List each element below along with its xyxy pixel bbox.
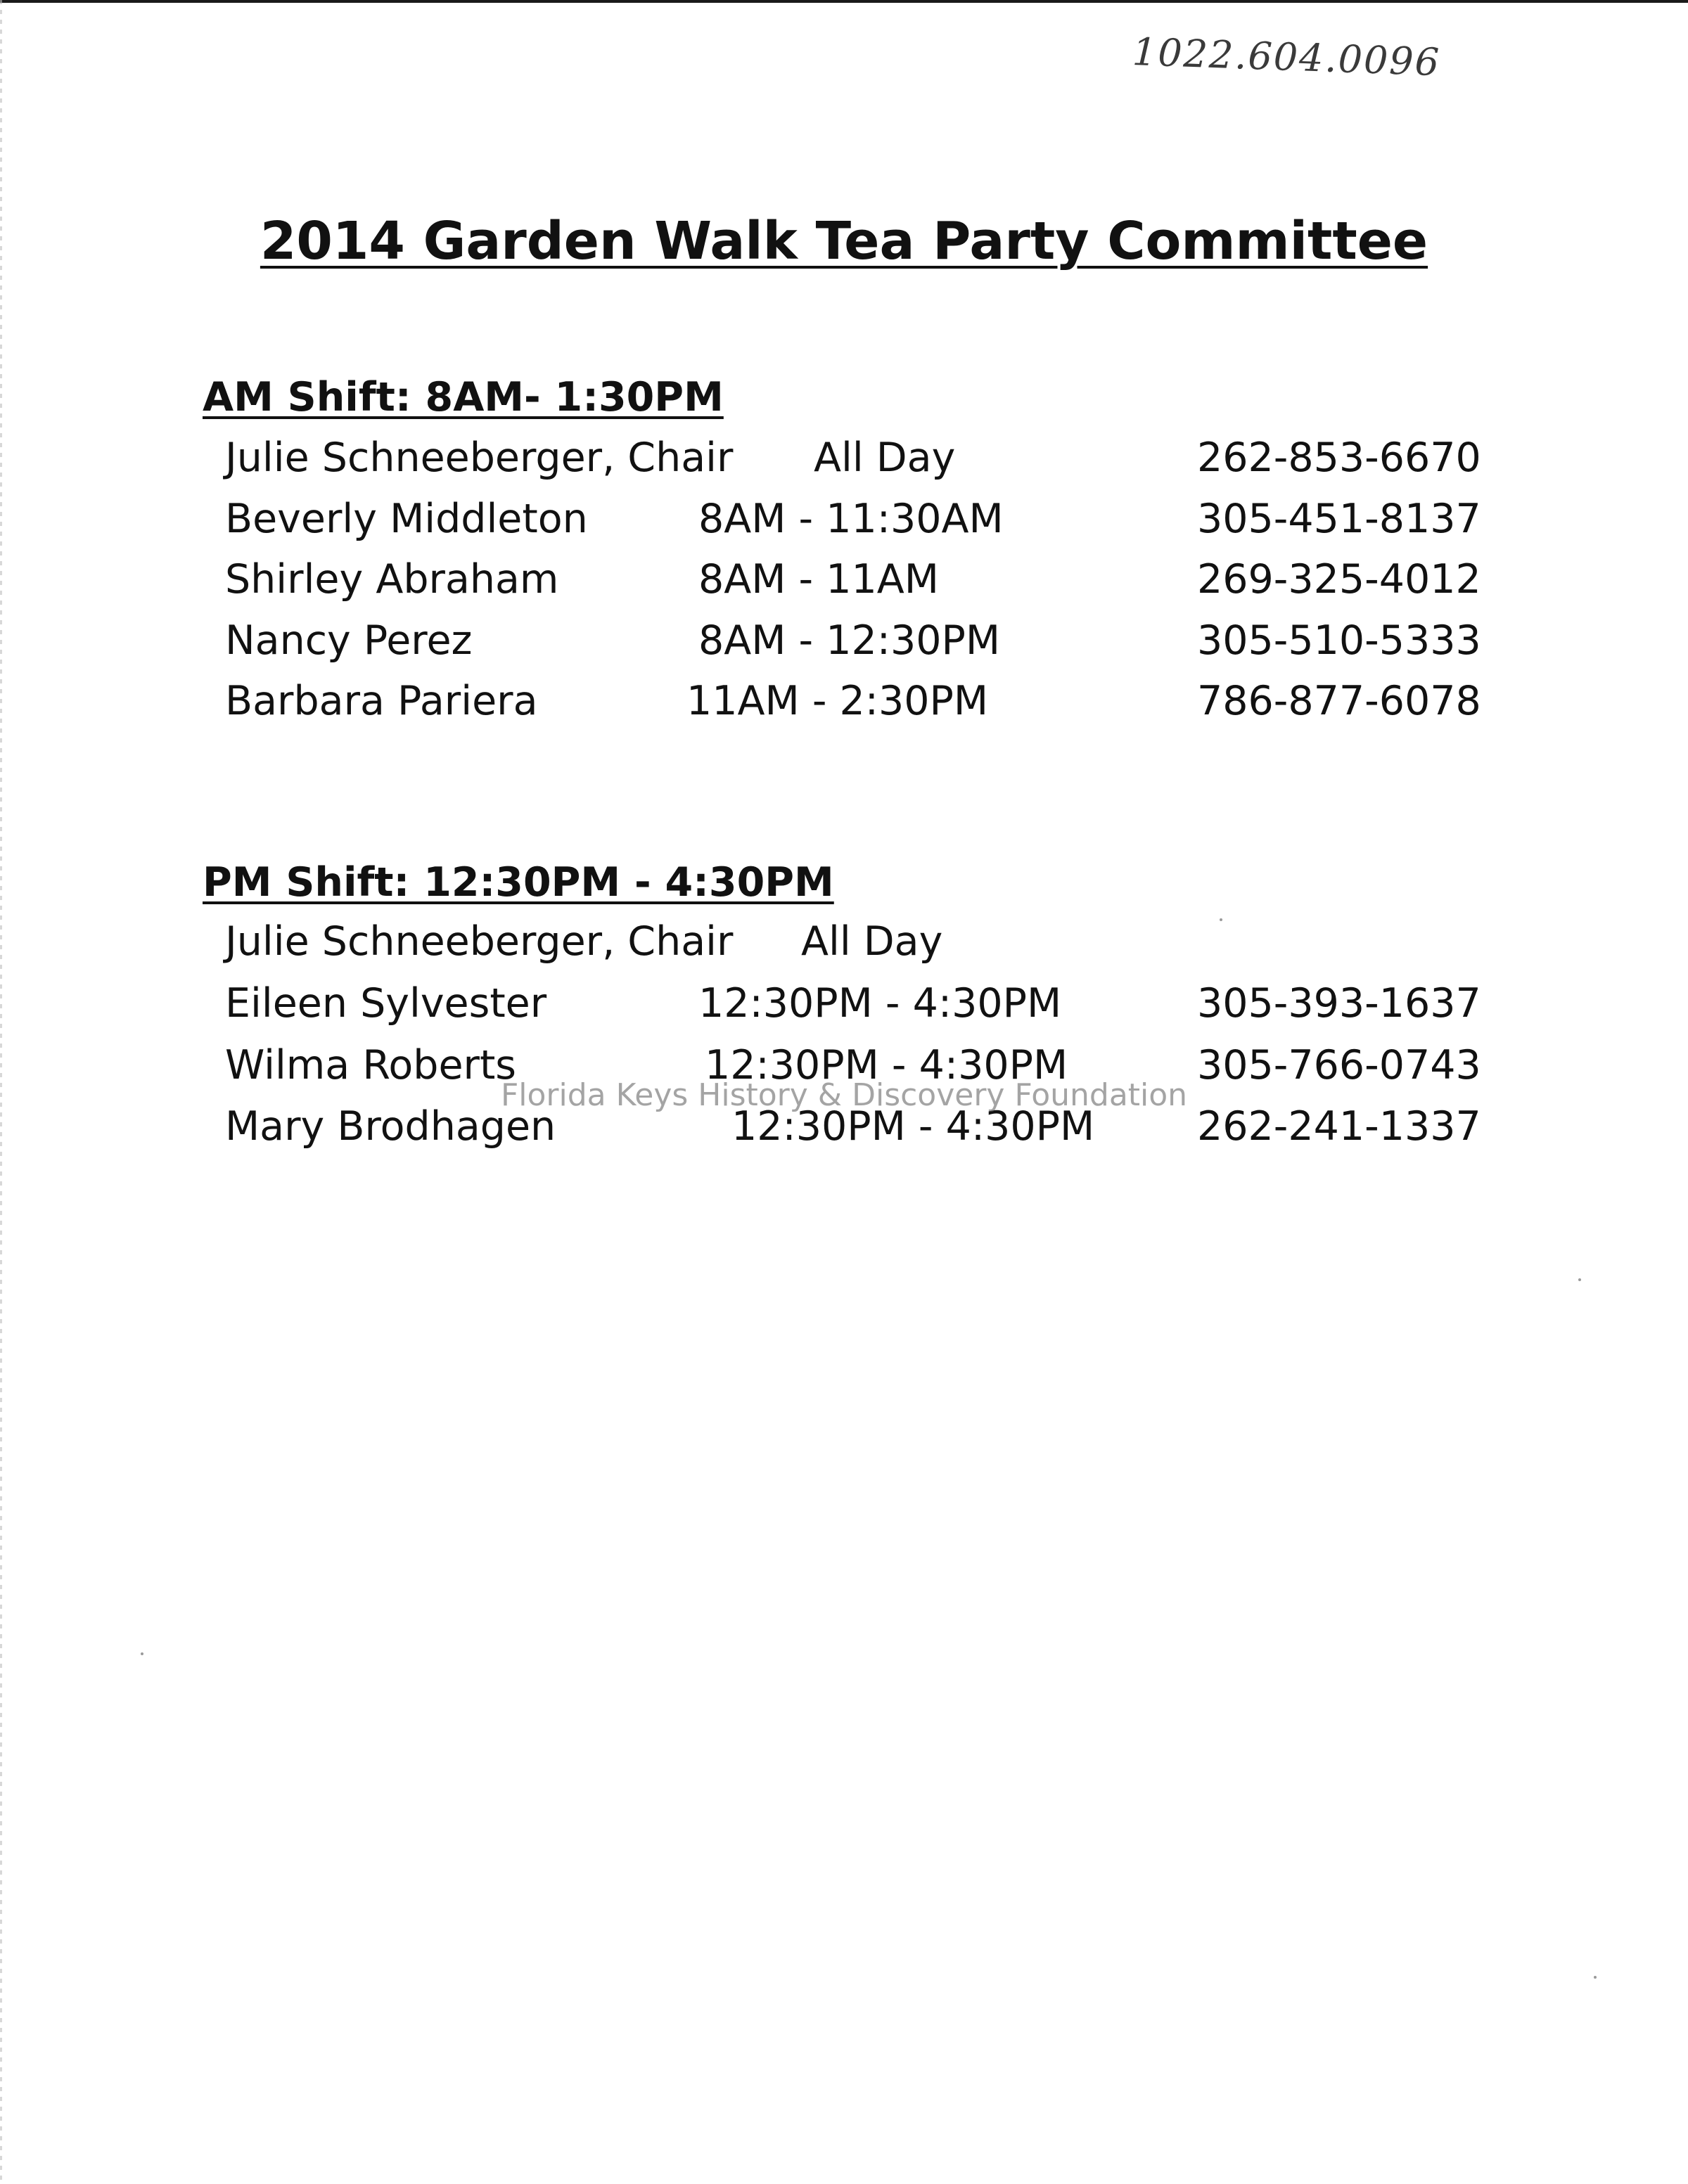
phone-number: 305-510-5333 — [1197, 617, 1481, 664]
volunteer-name: Wilma Roberts — [225, 1042, 517, 1088]
volunteer-name: Shirley Abraham — [225, 556, 559, 603]
shift-time: 8AM - 11AM — [698, 556, 939, 603]
am-shift-row — [0, 435, 1688, 488]
scan-speck — [1578, 1278, 1581, 1281]
shift-time: All Day — [801, 918, 943, 965]
foundation-watermark: Florida Keys History & Discovery Foundation — [500, 1077, 1188, 1113]
volunteer-name: Beverly Middleton — [225, 496, 588, 542]
shift-time: 12:30PM - 4:30PM — [698, 980, 1062, 1027]
am-shift-row — [0, 496, 1688, 549]
volunteer-name: Mary Brodhagen — [225, 1103, 556, 1150]
scan-speck — [1220, 918, 1222, 921]
phone-number: 269-325-4012 — [1197, 556, 1481, 603]
phone-number: 305-766-0743 — [1197, 1042, 1481, 1088]
volunteer-name: Julie Schneeberger, Chair — [225, 918, 734, 965]
volunteer-name: Nancy Perez — [225, 617, 473, 664]
am-shift-row — [0, 678, 1688, 731]
shift-time: 8AM - 11:30AM — [698, 496, 1004, 542]
scan-speck — [1594, 1976, 1597, 1979]
phone-number: 786-877-6078 — [1197, 678, 1481, 724]
am-shift-row — [0, 617, 1688, 671]
volunteer-name: Julie Schneeberger, Chair — [225, 435, 734, 481]
pm-shift-row — [0, 1103, 1688, 1157]
scan-speck — [141, 1652, 143, 1655]
volunteer-name: Barbara Pariera — [225, 678, 538, 724]
pm-shift-row — [0, 1042, 1688, 1096]
pm-shift-row — [0, 980, 1688, 1034]
shift-time: 11AM - 2:30PM — [686, 678, 989, 724]
document-title — [0, 211, 1688, 271]
volunteer-name: Eileen Sylvester — [225, 980, 547, 1027]
shift-time: All Day — [814, 435, 956, 481]
pm-shift-row — [0, 918, 1688, 972]
shift-time: 12:30PM - 4:30PM — [705, 1042, 1068, 1088]
shift-time: 8AM - 12:30PM — [698, 617, 1001, 664]
phone-number: 305-393-1637 — [1197, 980, 1481, 1027]
am-shift-heading: AM Shift: 8AM- 1:30PM — [203, 374, 724, 420]
pm-shift-heading: PM Shift: 12:30PM - 4:30PM — [203, 859, 834, 906]
shift-time: 12:30PM - 4:30PM — [731, 1103, 1095, 1150]
phone-number: 262-241-1337 — [1197, 1103, 1481, 1150]
am-shift-row — [0, 556, 1688, 610]
handwritten-accession-number: 1022.604.0096 — [1131, 30, 1442, 85]
document-title-text: 2014 Garden Walk Tea Party Committee — [260, 211, 1428, 271]
phone-number: 262-853-6670 — [1197, 435, 1481, 481]
scan-top-edge — [0, 0, 1688, 3]
phone-number: 305-451-8137 — [1197, 496, 1481, 542]
